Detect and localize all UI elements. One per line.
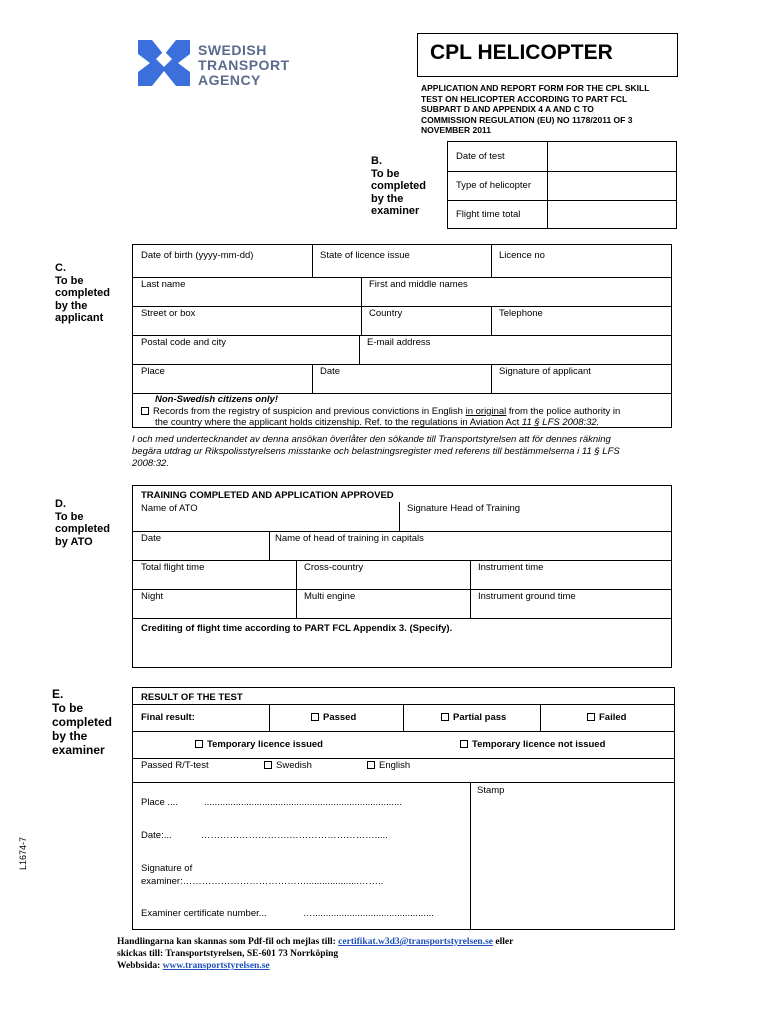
temp-issued-label: Temporary licence issued: [207, 739, 323, 750]
footer-email-link[interactable]: certifikat.w3d3@transportstyrelsen.se: [338, 937, 494, 947]
footer-line-2: skickas till: Transportstyrelsen, SE-601 73 Norrköping: [117, 949, 339, 959]
english-checkbox[interactable]: [367, 761, 375, 769]
instrument-time-label: Instrument time: [478, 562, 544, 573]
section-b-table: [447, 141, 677, 229]
total-flight-label: Total flight time: [141, 562, 205, 573]
stamp-label: Stamp: [477, 785, 505, 796]
agency-logo-icon: [138, 40, 190, 86]
footer-website-link[interactable]: www.transportstyrelsen.se: [162, 961, 270, 971]
flight-time-total-field[interactable]: [548, 201, 676, 228]
temp-issued-checkbox[interactable]: [195, 740, 203, 748]
label-line: To be: [55, 510, 84, 523]
agency-name: [198, 43, 290, 88]
partial-pass-label: Partial pass: [453, 712, 507, 723]
footer-line-3: [117, 960, 677, 972]
records-ref: 11 § LFS 2008:32.: [521, 417, 600, 428]
label-line: To be: [52, 701, 84, 715]
date-of-test-field[interactable]: [548, 142, 676, 171]
records-checkbox[interactable]: [141, 407, 149, 415]
temp-not-issued-checkbox[interactable]: [460, 740, 468, 748]
swedish-label: Swedish: [276, 760, 312, 771]
crediting-label: Crediting of flight time according to PART FCL Appendix 3. (Specify).: [141, 623, 453, 634]
last-name-label: Last name: [141, 279, 186, 290]
footer-text-2: eller: [493, 937, 514, 947]
page-title: CPL HELICOPTER: [430, 41, 613, 64]
label-line: by the: [371, 192, 404, 205]
section-c-table: [132, 244, 672, 428]
agency-line-3: AGENCY: [198, 72, 261, 88]
failed-checkbox[interactable]: [587, 713, 595, 721]
records-text-2: from the police authority in: [506, 405, 621, 417]
records-text-3: the country where the applicant holds citizenship. Ref. to the regulations in Aviation Act: [155, 417, 522, 428]
stamp-area[interactable]: [471, 798, 674, 929]
swedish-checkbox[interactable]: [264, 761, 272, 769]
label-line: B.: [371, 155, 382, 167]
signature-applicant-label: Signature of applicant: [499, 366, 591, 377]
section-e-table: [132, 687, 675, 930]
note-line: begära utdrag ur Rikspolisstyrelsens misstanke och belastningsregister med referens till bestämmelserna i 11 § LFS: [132, 446, 620, 457]
label-line: by the: [52, 729, 88, 743]
form-subtitle: [421, 83, 681, 136]
footer: [117, 936, 677, 972]
footer-text-3: Webbsida:: [117, 961, 163, 971]
examiner-signature-label: Signature of: [141, 863, 193, 874]
passed-label: Passed: [323, 712, 357, 723]
label-line: examiner: [52, 743, 105, 757]
subtitle-line: COMMISSION REGULATION (EU) NO 1178/2011 OF 3: [421, 114, 633, 125]
partial-pass-option[interactable]: [441, 712, 506, 723]
name-head-caps-label: Name of head of training in capitals: [275, 533, 424, 544]
agency-line-1: SWEDISH: [198, 42, 267, 58]
swedish-note: [132, 434, 677, 470]
records-line-2: [141, 417, 669, 429]
subtitle-line: SUBPART D AND APPENDIX 4 A AND C TO: [421, 104, 594, 114]
exam-date-dots[interactable]: ……………………….……………………….....: [201, 830, 388, 841]
form-code: L1674-7: [18, 836, 28, 870]
telephone-label: Telephone: [499, 308, 543, 319]
failed-option[interactable]: [587, 712, 626, 723]
final-result-label: Final result:: [141, 712, 195, 723]
multi-engine-label: Multi engine: [304, 591, 356, 602]
country-label: Country: [369, 308, 403, 319]
subtitle-line: NOVEMBER 2011: [421, 125, 491, 135]
name-of-ato-label: Name of ATO: [141, 503, 198, 514]
licence-no-label: Licence no: [499, 250, 545, 261]
label-line: completed: [52, 715, 113, 729]
footer-text: Handlingarna kan skannas som Pdf-fil och mejlas till:: [117, 937, 339, 947]
signature-head-label: Signature Head of Training: [407, 503, 521, 514]
exam-date-label: Date:...: [141, 830, 172, 841]
temp-not-issued-label: Temporary licence not issued: [472, 739, 606, 750]
label-line: completed: [55, 287, 111, 299]
label-line: C.: [55, 262, 66, 274]
passed-option[interactable]: [311, 712, 356, 723]
label-line: by the: [55, 299, 88, 312]
note-line: I och med undertecknandet av denna ansökan överlåter den sökande till Transportstyrelsen att för dennes räkning: [132, 434, 611, 445]
title-box: [417, 33, 678, 77]
failed-label: Failed: [599, 712, 627, 723]
training-header: TRAINING COMPLETED AND APPLICATION APPROVED: [141, 490, 394, 501]
section-c-label: [55, 262, 110, 324]
records-text: Records from the registry of suspicion and previous convictions in English: [153, 405, 466, 417]
section-d-label: [55, 498, 110, 548]
state-of-licence-label: State of licence issue: [320, 250, 410, 261]
subtitle-line: TEST ON HELICOPTER ACCORDING TO PART FCL: [421, 93, 628, 104]
instrument-ground-label: Instrument ground time: [478, 591, 576, 602]
label-line: completed: [55, 523, 111, 535]
label-line: To be: [55, 274, 84, 287]
email-label: E-mail address: [367, 337, 431, 348]
english-option[interactable]: [367, 760, 410, 771]
label-line: examiner: [371, 205, 420, 217]
swedish-option[interactable]: [264, 760, 312, 771]
label-line: To be: [371, 167, 400, 180]
street-label: Street or box: [141, 308, 196, 319]
exam-place-dots[interactable]: ...........................................................................: [204, 797, 402, 808]
subtitle-line: APPLICATION AND REPORT FORM FOR THE CPL SKILL: [421, 83, 650, 93]
temp-issued-option[interactable]: [195, 739, 323, 750]
exam-place-label: Place ....: [141, 797, 178, 808]
section-b-label: [371, 155, 426, 218]
ato-date-label: Date: [141, 533, 162, 544]
cross-country-label: Cross-country: [304, 562, 364, 573]
type-of-helicopter-label: Type of helicopter: [456, 180, 531, 191]
place-label: Place: [141, 366, 165, 377]
examiner-cert-label: Examiner certificate number...: [141, 908, 267, 919]
records-line-1: [141, 406, 669, 418]
date-label: Date: [320, 366, 341, 377]
postal-label: Postal code and city: [141, 337, 227, 348]
flight-time-total-label: Flight time total: [456, 209, 521, 220]
agency-line-2: TRANSPORT: [198, 57, 290, 73]
first-names-label: First and middle names: [369, 279, 468, 290]
footer-line-1: [117, 936, 677, 948]
label-line: applicant: [55, 312, 104, 324]
examiner-cert-dots[interactable]: …..............................................: [303, 908, 434, 919]
partial-pass-checkbox[interactable]: [441, 713, 449, 721]
temp-not-issued-option[interactable]: [460, 739, 605, 750]
non-swedish-heading: Non-Swedish citizens only!: [155, 394, 278, 405]
result-header: RESULT OF THE TEST: [141, 692, 243, 703]
label-line: completed: [371, 180, 427, 192]
night-label: Night: [141, 591, 164, 602]
rt-test-label: Passed R/T-test: [141, 760, 209, 771]
records-notice: [141, 394, 669, 429]
section-d-table: [132, 485, 672, 668]
section-e-label: [52, 687, 112, 757]
records-underline: in original: [465, 405, 507, 417]
english-label: English: [379, 760, 411, 771]
passed-checkbox[interactable]: [311, 713, 319, 721]
label-line: D.: [55, 498, 66, 510]
date-of-birth-label: Date of birth (yyyy-mm-dd): [141, 250, 254, 261]
examiner-signature-line[interactable]: examiner:…………………………………....................……..: [141, 876, 384, 887]
note-line: 2008:32.: [132, 458, 169, 469]
date-of-test-label: Date of test: [456, 151, 505, 162]
label-line: E.: [52, 687, 64, 701]
type-of-helicopter-field[interactable]: [548, 172, 676, 200]
label-line: by ATO: [55, 535, 93, 548]
